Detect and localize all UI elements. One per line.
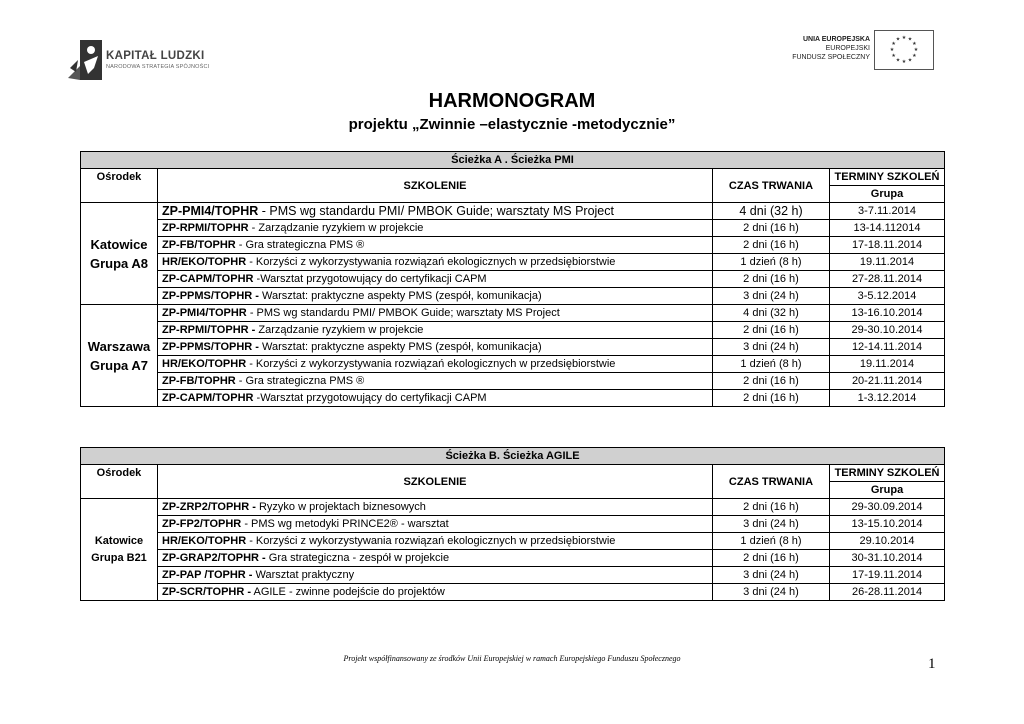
course-code: ZP-CAPM/TOPHR	[162, 273, 254, 285]
czas-header: CZAS TRWANIA	[713, 465, 830, 499]
duration-cell: 2 dni (16 h)	[713, 322, 830, 339]
svg-text:★: ★	[907, 36, 913, 43]
svg-text:★: ★	[907, 57, 913, 64]
course-code: HR/EKO/TOPHR	[162, 535, 247, 547]
course-code: ZP-RPMI/TOPHR -	[162, 324, 256, 336]
course-desc: -Warsztat przygotowujący do certyfikacji CAPM	[253, 273, 487, 285]
course-cell	[158, 516, 713, 533]
table-row	[81, 533, 945, 550]
svg-text:★: ★	[901, 59, 907, 65]
course-cell	[158, 271, 713, 288]
duration-cell: 2 dni (16 h)	[713, 271, 830, 288]
table-row	[81, 322, 945, 339]
table-row	[81, 254, 945, 271]
course-cell	[158, 237, 713, 254]
course-desc: Warsztat: praktyczne aspekty PMS (zespół, komunikacja)	[258, 341, 542, 353]
course-desc: -Warsztat przygotowujący do certyfikacji CAPM	[253, 392, 487, 404]
duration-cell: 2 dni (16 h)	[713, 220, 830, 237]
course-desc: AGILE - zwinne podejście do projektów	[251, 586, 445, 598]
course-code: ZP-PMI4/TOPHR	[162, 307, 247, 319]
duration-cell: 3 dni (24 h)	[713, 567, 830, 584]
date-cell: 19.11.2014	[830, 254, 945, 271]
course-code: ZP-FB/TOPHR	[162, 239, 236, 251]
course-desc: Gra strategiczna - zespół w projekcie	[265, 552, 450, 564]
duration-cell: 3 dni (24 h)	[713, 516, 830, 533]
course-code: ZP-PMI4/TOPHR	[162, 204, 259, 218]
kapital-ludzki-title: KAPITAŁ LUDZKI	[106, 50, 205, 62]
svg-text:★: ★	[912, 41, 917, 47]
table-row	[81, 220, 945, 237]
date-cell: 12-14.11.2014	[830, 339, 945, 356]
course-cell	[158, 373, 713, 390]
eu-logo-line3: FUNDUSZ SPOŁECZNY	[792, 54, 870, 61]
group-name	[81, 203, 158, 305]
eu-logo-line1: UNIA EUROPEJSKA	[802, 36, 870, 43]
date-cell: 26-28.11.2014	[830, 584, 945, 601]
course-desc: Zarządzanie ryzykiem w projekcie	[255, 324, 424, 336]
course-cell	[158, 322, 713, 339]
svg-text:★: ★	[895, 36, 901, 43]
course-code: ZP-PPMS/TOPHR -	[162, 290, 259, 302]
table-row	[81, 550, 945, 567]
svg-text:★: ★	[891, 41, 896, 47]
course-code: ZP-GRAP2/TOPHR -	[162, 552, 266, 564]
path-b-header: Ścieżka B. Ścieżka AGILE	[81, 448, 945, 465]
course-desc: Warsztat: praktyczne aspekty PMS (zespół, komunikacja)	[258, 290, 542, 302]
date-cell: 17-18.11.2014	[830, 237, 945, 254]
date-cell: 3-7.11.2014	[830, 203, 945, 220]
course-cell	[158, 203, 713, 220]
course-desc: Warsztat praktyczny	[252, 569, 355, 581]
duration-cell: 1 dzień (8 h)	[713, 356, 830, 373]
table-row	[81, 203, 945, 220]
grupa-header: Grupa	[830, 482, 945, 499]
duration-cell: 1 dzień (8 h)	[713, 533, 830, 550]
course-code: ZP-RPMI/TOPHR	[162, 222, 249, 234]
terminy-header: TERMINY SZKOLEŃ	[830, 169, 945, 186]
duration-cell: 2 dni (16 h)	[713, 237, 830, 254]
date-cell: 29-30.10.2014	[830, 322, 945, 339]
group-label: Grupa B21	[91, 551, 147, 564]
date-cell: 13-16.10.2014	[830, 305, 945, 322]
course-cell	[158, 339, 713, 356]
course-cell	[158, 550, 713, 567]
course-code: HR/EKO/TOPHR	[162, 256, 247, 268]
table-row	[81, 567, 945, 584]
kapital-ludzki-emblem-icon	[64, 38, 104, 84]
osrodek-header: Ośrodek	[81, 465, 158, 499]
group-city: Warszawa	[87, 338, 151, 354]
course-desc: - Gra strategiczna PMS ®	[235, 239, 365, 251]
table-row	[81, 288, 945, 305]
page-subtitle: projektu „Zwinnie –elastycznie -metodycznie”	[348, 116, 676, 133]
course-desc: - Korzyści z wykorzystywania rozwiązań ekologicznych w przedsiębiorstwie	[246, 256, 616, 268]
course-cell	[158, 254, 713, 271]
course-cell	[158, 499, 713, 516]
course-code: ZP-FB/TOPHR	[162, 375, 236, 387]
course-cell	[158, 567, 713, 584]
table-row	[81, 516, 945, 533]
course-code: HR/EKO/TOPHR	[162, 358, 247, 370]
kapital-ludzki-logo	[64, 36, 214, 84]
page-number: 1	[928, 656, 936, 672]
duration-cell: 2 dni (16 h)	[713, 373, 830, 390]
duration-cell: 4 dni (32 h)	[713, 305, 830, 322]
grupa-header: Grupa	[830, 186, 945, 203]
duration-cell: 3 dni (24 h)	[713, 288, 830, 305]
course-code: ZP-SCR/TOPHR -	[162, 586, 252, 598]
course-desc: - PMS wg standardu PMI/ PMBOK Guide; warsztaty MS Project	[258, 204, 614, 218]
eu-logo	[788, 28, 936, 72]
group-label: Grupa A7	[89, 357, 149, 373]
path-a-header: Ścieżka A . Ścieżka PMI	[81, 152, 945, 169]
date-cell: 19.11.2014	[830, 356, 945, 373]
duration-cell: 1 dzień (8 h)	[713, 254, 830, 271]
course-code: ZP-ZRP2/TOPHR -	[162, 501, 256, 513]
svg-text:★: ★	[901, 35, 907, 41]
date-cell: 17-19.11.2014	[830, 567, 945, 584]
duration-cell: 2 dni (16 h)	[713, 390, 830, 407]
group-city: Katowice	[90, 236, 148, 252]
table-row	[81, 339, 945, 356]
eu-flag-icon	[874, 30, 934, 70]
table-row	[81, 356, 945, 373]
date-cell: 29-30.09.2014	[830, 499, 945, 516]
course-desc: - PMS wg standardu PMI/ PMBOK Guide; warsztaty MS Project	[246, 307, 560, 319]
date-cell: 13-14.112014	[830, 220, 945, 237]
group-city: Katowice	[94, 534, 144, 547]
table-row	[81, 390, 945, 407]
date-cell: 20-21.11.2014	[830, 373, 945, 390]
duration-cell: 4 dni (32 h)	[713, 203, 830, 220]
group-label: Grupa A8	[89, 255, 149, 271]
course-cell	[158, 533, 713, 550]
course-desc: - Korzyści z wykorzystywania rozwiązań ekologicznych w przedsiębiorstwie	[246, 358, 616, 370]
svg-text:★: ★	[889, 47, 895, 53]
svg-text:★: ★	[912, 53, 917, 59]
course-cell	[158, 584, 713, 601]
czas-header: CZAS TRWANIA	[713, 169, 830, 203]
szkolenie-header: SZKOLENIE	[158, 465, 713, 499]
duration-cell: 3 dni (24 h)	[713, 339, 830, 356]
group-name	[81, 499, 158, 601]
date-cell: 29.10.2014	[830, 533, 945, 550]
table-row	[81, 373, 945, 390]
table-row	[81, 271, 945, 288]
osrodek-header: Ośrodek	[81, 169, 158, 203]
duration-cell: 2 dni (16 h)	[713, 499, 830, 516]
szkolenie-header: SZKOLENIE	[158, 169, 713, 203]
course-cell	[158, 356, 713, 373]
footer-note: Projekt współfinansowany ze środków Unii Europejskiej w ramach Europejskiego Funduszu Społecznego	[343, 654, 681, 663]
date-cell: 3-5.12.2014	[830, 288, 945, 305]
date-cell: 1-3.12.2014	[830, 390, 945, 407]
terminy-header: TERMINY SZKOLEŃ	[830, 465, 945, 482]
course-code: ZP-PPMS/TOPHR -	[162, 341, 259, 353]
table-row	[81, 499, 945, 516]
date-cell: 13-15.10.2014	[830, 516, 945, 533]
kapital-ludzki-subtitle: NARODOWA STRATEGIA SPÓJNOŚCI	[106, 64, 210, 70]
course-cell	[158, 220, 713, 237]
course-desc: - Korzyści z wykorzystywania rozwiązań ekologicznych w przedsiębiorstwie	[246, 535, 616, 547]
svg-text:★: ★	[891, 53, 896, 59]
group-name	[81, 305, 158, 407]
course-code: ZP-FP2/TOPHR	[162, 518, 242, 530]
course-desc: - PMS wg metodyki PRINCE2® - warsztat	[241, 518, 449, 530]
course-desc: - Zarządzanie ryzykiem w projekcie	[248, 222, 424, 234]
course-desc: Ryzyko w projektach biznesowych	[255, 501, 426, 513]
table-row	[81, 305, 945, 322]
course-code: ZP-PAP /TOPHR -	[162, 569, 253, 581]
course-cell	[158, 305, 713, 322]
table-row	[81, 584, 945, 601]
duration-cell: 3 dni (24 h)	[713, 584, 830, 601]
eu-logo-line2: EUROPEJSKI	[825, 45, 870, 52]
schedule-table-b	[80, 447, 945, 601]
course-cell	[158, 288, 713, 305]
svg-text:★: ★	[913, 47, 919, 53]
page-title: HARMONOGRAM	[428, 90, 596, 112]
table-row	[81, 237, 945, 254]
course-cell	[158, 390, 713, 407]
date-cell: 30-31.10.2014	[830, 550, 945, 567]
schedule-table-a	[80, 151, 945, 407]
course-desc: - Gra strategiczna PMS ®	[235, 375, 365, 387]
duration-cell: 2 dni (16 h)	[713, 550, 830, 567]
svg-text:★: ★	[895, 57, 901, 64]
date-cell: 27-28.11.2014	[830, 271, 945, 288]
course-code: ZP-CAPM/TOPHR	[162, 392, 254, 404]
